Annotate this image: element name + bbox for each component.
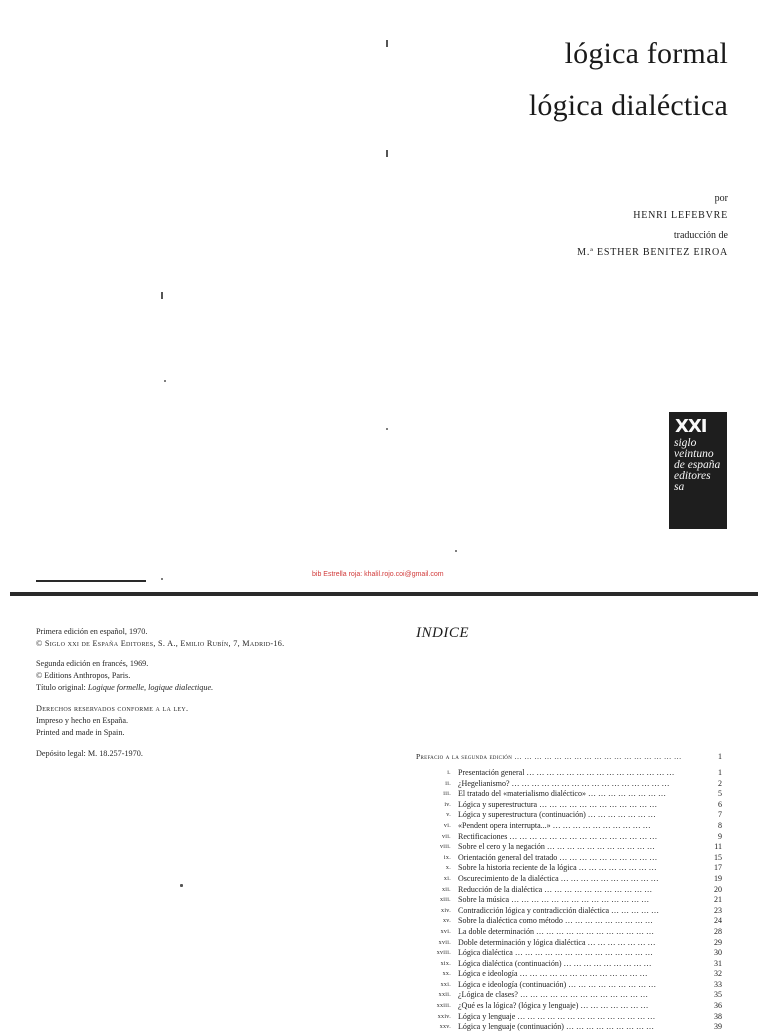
byline-por: por xyxy=(714,193,728,204)
index-entry-page: 38 xyxy=(714,1011,722,1021)
index-entry-page: 31 xyxy=(714,958,722,968)
colophon-printed-en: Printed and made in Spain. xyxy=(36,728,125,737)
index-entry-title: ¿Lógica de clases? … … … … … … … … … … … … … xyxy=(458,990,648,1000)
translation-label: traducción de xyxy=(673,230,728,241)
index-entry-title: Lógica e ideología (continuación) … … … … … … … … … xyxy=(458,979,657,989)
index-entry-number: xii. xyxy=(441,886,451,893)
index-entry-page: 33 xyxy=(714,979,722,989)
colophon-copyright-publisher: © Siglo xxi de España Editores, S. A., Emilio Rubín, 7, Madrid-16. xyxy=(36,639,285,648)
index-entry xyxy=(400,779,722,790)
scan-speck xyxy=(386,428,388,430)
index-entry xyxy=(400,948,722,959)
index-entry-title: Contradicción lógica y contradicción dialéctica … … … … … xyxy=(458,905,660,915)
index-entry-number: xv. xyxy=(442,918,451,925)
index-preface-entry: Prefacio a la segunda edición … … … … … … … … … … … … … … … … … 1 xyxy=(416,752,722,761)
index-entry-page: 15 xyxy=(714,852,722,862)
index-entry xyxy=(400,821,722,832)
index-entry-number: x. xyxy=(445,865,451,872)
index-entry-title: Orientación general del tratado … … … … … … … … … … xyxy=(458,852,658,862)
index-entry-number: xxv. xyxy=(439,1024,451,1031)
translator-name: M.ª ESTHER BENITEZ EIROA xyxy=(577,247,728,258)
colophon-printed-es: Impreso y hecho en España. xyxy=(36,716,129,725)
scan-speck xyxy=(386,40,388,47)
index-entry-page: 1 xyxy=(718,768,722,777)
index-entry-page: 9 xyxy=(718,831,722,841)
page-divider xyxy=(10,592,758,596)
index-entry xyxy=(400,895,722,906)
index-entry-title: «Pendent opera interrupta...» … … … … … … … … … … xyxy=(458,820,651,830)
watermark-text: bib Estrella roja: khalil.rojo.coi@gmail.com xyxy=(312,571,444,578)
index-entry-number: i. xyxy=(447,770,451,776)
index-entry-title: Lógica dialéctica (continuación) … … … … … … … … … xyxy=(458,958,652,968)
index-entry-title: Sobre la dialéctica como método … … … … … … … … … xyxy=(458,916,653,926)
index-entry xyxy=(400,874,722,885)
index-entry-page: 30 xyxy=(714,948,722,958)
index-entry-title: La doble determinación … … … … … … … … … … … … xyxy=(458,926,654,936)
index-entry-number: xix. xyxy=(440,960,451,967)
index-entry xyxy=(400,980,722,991)
scan-speck xyxy=(455,550,457,552)
index-entry xyxy=(400,832,722,843)
index-entry-title: Sobre el cero y la negación … … … … … … … … … … … xyxy=(458,842,655,852)
index-entry-title: Presentación general … … … … … … … … … … … … … … … xyxy=(458,768,675,777)
index-entry-page: 17 xyxy=(714,863,722,873)
colophon-copyright-anthropos: © Editions Anthropos, Paris. xyxy=(36,671,131,680)
index-entry xyxy=(400,916,722,927)
index-entry-title: Lógica e ideología … … … … … … … … … … … … … xyxy=(458,969,648,979)
index-entry-number: iii. xyxy=(443,791,451,798)
colophon-second-edition: Segunda edición en francés, 1969. xyxy=(36,659,149,668)
index-entry-number: xiv. xyxy=(441,907,451,914)
index-entry xyxy=(400,863,722,874)
index-entry xyxy=(400,768,722,779)
index-title: INDICE xyxy=(416,625,469,641)
index-entry-page: 11 xyxy=(714,842,722,852)
index-entry-number: viii. xyxy=(439,844,451,851)
index-entry-number: vi. xyxy=(443,822,451,829)
scan-speck xyxy=(386,150,388,157)
index-entry-title: Rectificaciones … … … … … … … … … … … … … … … xyxy=(458,831,658,841)
index-entry xyxy=(400,810,722,821)
index-entries xyxy=(400,768,722,1033)
scan-speck xyxy=(161,578,163,580)
index-entry xyxy=(400,885,722,896)
page-edge-mark xyxy=(36,580,146,582)
colophon-legal-deposit: Depósito legal: M. 18.257-1970. xyxy=(36,749,143,758)
author-name: HENRI LEFEBVRE xyxy=(633,210,728,221)
index-entry-number: vii. xyxy=(441,833,451,840)
index-entry-page: 8 xyxy=(718,820,722,830)
index-entry-page: 6 xyxy=(718,799,722,809)
publisher-logo-text: siglo veintuno de españa editores sa xyxy=(674,437,721,493)
index-entry-page: 28 xyxy=(714,926,722,936)
index-entry-page: 2 xyxy=(718,778,722,788)
scan-speck xyxy=(164,380,166,382)
index-entry-title: Doble determinación y lógica dialéctica … … … … … … … xyxy=(458,937,656,947)
scan-speck xyxy=(161,292,163,299)
index-entry-page: 5 xyxy=(718,789,722,799)
index-entry-page: 39 xyxy=(714,1022,722,1032)
index-entry-title: Lógica y lenguaje (continuación) … … … … … … … … … xyxy=(458,1022,654,1032)
index-entry-number: v. xyxy=(446,812,451,819)
colophon-first-edition: Primera edición en español, 1970. xyxy=(36,627,148,636)
index-entry xyxy=(400,906,722,917)
index-entry-number: xviii. xyxy=(436,950,451,957)
index-entry-number: xxi. xyxy=(440,981,451,988)
index-entry-page: 29 xyxy=(714,937,722,947)
index-entry xyxy=(400,927,722,938)
colophon-rights: Derechos reservados conforme a la ley. xyxy=(36,704,189,713)
index-entry-title: Sobre la música … … … … … … … … … … … … … … xyxy=(458,895,650,905)
index-entry-page: 35 xyxy=(714,990,722,1000)
index-entry xyxy=(400,1001,722,1012)
index-entry xyxy=(400,969,722,980)
book-title-line-2: lógica dialéctica xyxy=(528,89,728,122)
index-entry-title: Lógica y lenguaje … … … … … … … … … … … … … … xyxy=(458,1011,656,1021)
index-entry xyxy=(400,789,722,800)
index-entry-title: Lógica y superestructura (continuación) … … … … … … … xyxy=(458,810,656,820)
index-entry-number: xx. xyxy=(442,971,451,978)
index-entry-title: ¿Qué es la lógica? (lógica y lenguaje) … … … … … … … xyxy=(458,1001,649,1011)
index-entry-number: xi. xyxy=(443,875,451,882)
index-entry xyxy=(400,959,722,970)
index-entry-number: xxii. xyxy=(438,992,451,999)
book-title-line-1: lógica formal xyxy=(564,37,728,70)
index-entry xyxy=(400,990,722,1001)
index-entry-number: xvii. xyxy=(438,939,451,946)
index-entry-number: xxiii. xyxy=(436,1003,451,1010)
index-entry-page: 32 xyxy=(714,969,722,979)
index-entry-title: Lógica y superestructura … … … … … … … … … … … … xyxy=(458,799,658,809)
index-entry-title: Oscurecimiento de la dialéctica … … … … … … … … … … xyxy=(458,873,659,883)
index-entry-page: 7 xyxy=(718,810,722,820)
index-entry xyxy=(400,1012,722,1023)
index-entry-title: ¿Hegelianismo? … … … … … … … … … … … … … … … … xyxy=(458,778,670,788)
index-entry xyxy=(400,853,722,864)
index-entry-page: 21 xyxy=(714,895,722,905)
index-entry-page: 20 xyxy=(714,884,722,894)
index-entry xyxy=(400,938,722,949)
index-entry xyxy=(400,800,722,811)
publisher-logo-mark: XXI xyxy=(675,416,707,437)
scan-speck xyxy=(180,884,183,887)
index-entry-number: iv. xyxy=(444,801,451,808)
colophon-original-title: Título original: Logique formelle, logique dialectique. xyxy=(36,683,214,692)
index-entry-title: El tratado del «materialismo dialéctico» … … … … … … … … xyxy=(458,789,666,799)
index-entry-number: xxiv. xyxy=(437,1013,451,1020)
index-entry-title: Reducción de la dialéctica … … … … … … … … … … … xyxy=(458,884,653,894)
index-entry-number: ii. xyxy=(445,780,451,787)
index-entry-page: 24 xyxy=(714,916,722,926)
index-entry-page: 23 xyxy=(714,905,722,915)
publisher-logo xyxy=(669,412,727,529)
index-entry-title: Sobre la historia reciente de la lógica … … … … … … … … xyxy=(458,863,657,873)
index-entry-page: 36 xyxy=(714,1001,722,1011)
index-entry-number: ix. xyxy=(443,854,451,861)
index-entry-title: Lógica dialéctica … … … … … … … … … … … … … … xyxy=(458,948,653,958)
index-entry xyxy=(400,842,722,853)
index-entry-number: xiii. xyxy=(439,897,451,904)
index-entry-number: xvi. xyxy=(440,928,451,935)
index-entry-page: 19 xyxy=(714,873,722,883)
